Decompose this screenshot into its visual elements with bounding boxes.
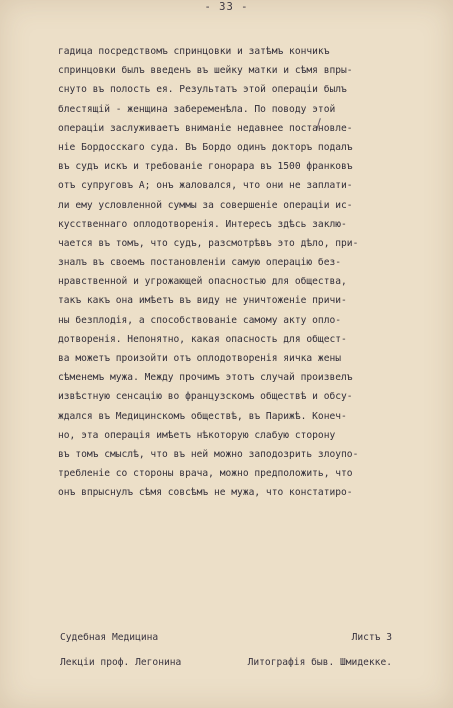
text-line: блестящій - женщина забеременѣла. По поводу этой (58, 103, 336, 115)
text-line: нравственной и угрожающей опасностью для общества, (58, 276, 347, 288)
text-line: зналъ въ своемъ постановленіи самую операцію без- (58, 257, 342, 269)
text-line: снуто въ полость ея. Результатъ этой операціи былъ (58, 84, 347, 96)
footer-sheet-number: Листъ 3 (351, 632, 392, 643)
text-line: спринцовки былъ введенъ въ шейку матки и сѣмя впры- (58, 65, 353, 77)
text-line: дотворенія. Непонятно, какая опасность для общест- (58, 333, 347, 345)
text-line: ны безплодія, а способствованіе самому акту опло- (58, 314, 342, 326)
text-line: отъ супруговъ А; онъ жаловался, что они не заплати- (58, 180, 353, 192)
text-line: кусственнаго оплодотворенія. Интересъ здѣсь заклю- (58, 218, 347, 230)
text-line: извѣстную сенсацію во французскомъ обществѣ и обсу- (58, 391, 353, 403)
footer-course-title: Судебная Медицина (60, 632, 159, 643)
text-line: онъ впрыснулъ сѣмя совсѣмъ не мужа, что констатиро- (58, 487, 353, 499)
footer-lecturer: Лекціи проф. Легонина (60, 657, 182, 668)
footer-row-1 (60, 632, 392, 643)
text-line: ждался въ Медицинскомъ обществѣ, въ Парижѣ. Конеч- (58, 410, 347, 422)
text-line: требленіе со стороны врача, можно предположить, что (58, 468, 353, 480)
text-line: ва можетъ произойти отъ оплодотворенія яичка жены (58, 353, 342, 364)
text-line: чается въ томъ, что судъ, разсмотрѣвъ это дѣло, при- (58, 237, 359, 249)
text-line: ніе Бордосскаго суда. Въ Бордо одинъ докторъ подалъ (58, 141, 353, 153)
footer-row-2 (60, 657, 392, 668)
text-line: въ судъ искъ и требованіе гонорара въ 1500 франковъ (58, 161, 353, 173)
text-line: но, эта операція имѣетъ нѣкоторую слабую сторону (58, 429, 336, 441)
text-line: въ томъ смыслѣ, что въ ней можно заподозрить злоупо- (58, 448, 359, 460)
text-line: такъ какъ она имѣетъ въ виду не уничтоженіе причи- (58, 295, 347, 307)
page-number: - 33 - (204, 1, 249, 13)
text-line: гадица посредствомъ спринцовки и затѣмъ кончикъ (58, 46, 330, 57)
footer-printer: Литографія быв. Шмидекке. (247, 657, 392, 668)
body-text (58, 42, 403, 503)
text-line: сѣменемъ мужа. Между прочимъ этотъ случай произвелъ (58, 372, 353, 384)
text-line: операціи заслуживаетъ вниманіе недавнее постановле- (58, 122, 353, 134)
text-line: ли ему условленной суммы за совершеніе операціи ис- (58, 199, 353, 211)
